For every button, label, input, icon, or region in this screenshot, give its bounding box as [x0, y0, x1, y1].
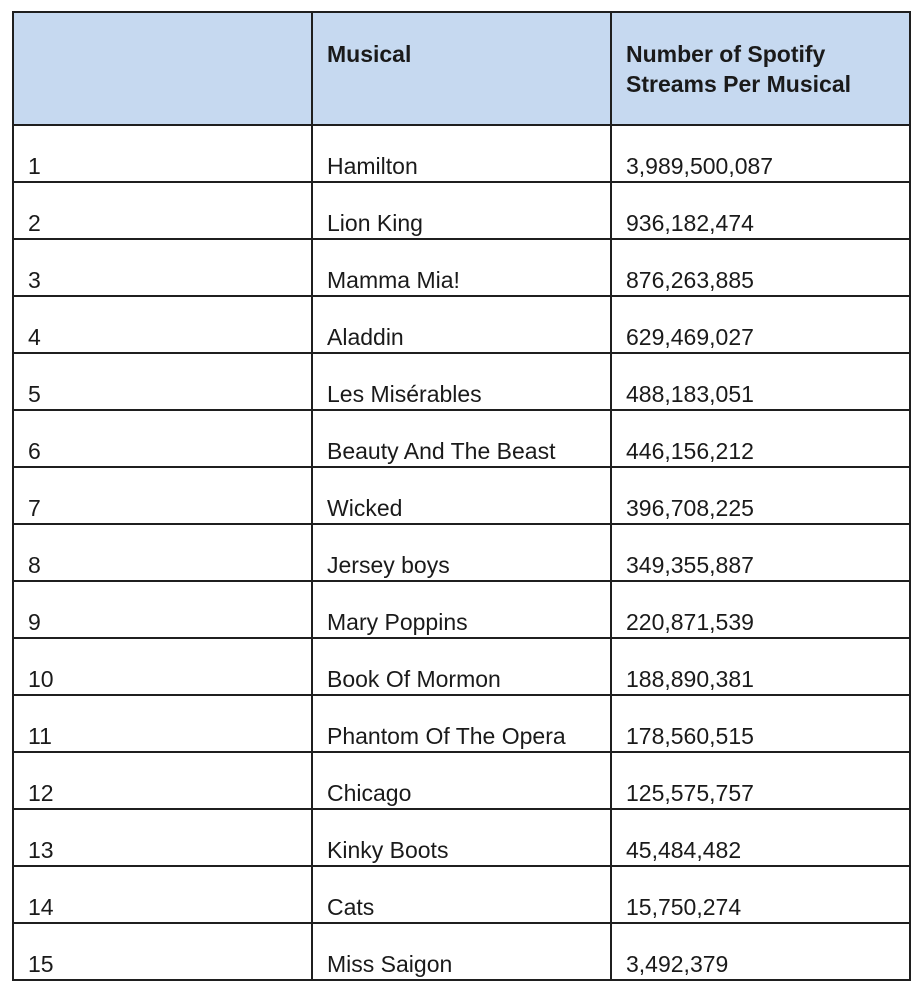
rank-cell: 12: [13, 752, 312, 809]
rank-cell: 5: [13, 353, 312, 410]
streams-cell: 220,871,539: [611, 581, 910, 638]
rank-cell: 10: [13, 638, 312, 695]
rank-cell: 11: [13, 695, 312, 752]
musical-cell: Phantom Of The Opera: [312, 695, 611, 752]
table-row: [13, 923, 910, 980]
table-row: [13, 524, 910, 581]
table-row: [13, 410, 910, 467]
header-row: [13, 12, 910, 125]
streams-cell: 3,989,500,087: [611, 125, 910, 182]
table-row: [13, 866, 910, 923]
table-row: [13, 296, 910, 353]
table-row: [13, 182, 910, 239]
streams-cell: 125,575,757: [611, 752, 910, 809]
table-row: [13, 353, 910, 410]
musical-cell: Wicked: [312, 467, 611, 524]
streams-cell: 629,469,027: [611, 296, 910, 353]
musical-cell: Cats: [312, 866, 611, 923]
rank-cell: 6: [13, 410, 312, 467]
rank-cell: 8: [13, 524, 312, 581]
table-row: [13, 752, 910, 809]
streams-cell: 349,355,887: [611, 524, 910, 581]
header-rank: [13, 12, 312, 125]
table-row: [13, 581, 910, 638]
streams-cell: 45,484,482: [611, 809, 910, 866]
table-row: [13, 239, 910, 296]
rank-cell: 13: [13, 809, 312, 866]
musical-cell: Mamma Mia!: [312, 239, 611, 296]
streams-cell: 876,263,885: [611, 239, 910, 296]
streams-cell: 15,750,274: [611, 866, 910, 923]
musical-cell: Miss Saigon: [312, 923, 611, 980]
table-row: [13, 638, 910, 695]
table-body: [13, 125, 910, 980]
table-row: [13, 467, 910, 524]
musical-cell: Beauty And The Beast: [312, 410, 611, 467]
musical-cell: Book Of Mormon: [312, 638, 611, 695]
musical-cell: Mary Poppins: [312, 581, 611, 638]
streams-table: [12, 11, 911, 981]
musical-cell: Aladdin: [312, 296, 611, 353]
rank-cell: 7: [13, 467, 312, 524]
musical-cell: Jersey boys: [312, 524, 611, 581]
header-musical: Musical: [312, 12, 611, 125]
table-row: [13, 809, 910, 866]
streams-cell: 488,183,051: [611, 353, 910, 410]
rank-cell: 2: [13, 182, 312, 239]
table-row: [13, 695, 910, 752]
musical-cell: Les Misérables: [312, 353, 611, 410]
streams-cell: 188,890,381: [611, 638, 910, 695]
streams-cell: 446,156,212: [611, 410, 910, 467]
header-streams: Number of Spotify Streams Per Musical: [611, 12, 910, 125]
rank-cell: 14: [13, 866, 312, 923]
streams-cell: 178,560,515: [611, 695, 910, 752]
rank-cell: 15: [13, 923, 312, 980]
streams-cell: 3,492,379: [611, 923, 910, 980]
table-row: [13, 125, 910, 182]
rank-cell: 3: [13, 239, 312, 296]
streams-cell: 396,708,225: [611, 467, 910, 524]
rank-cell: 4: [13, 296, 312, 353]
rank-cell: 9: [13, 581, 312, 638]
streams-cell: 936,182,474: [611, 182, 910, 239]
rank-cell: 1: [13, 125, 312, 182]
musical-cell: Hamilton: [312, 125, 611, 182]
musical-cell: Kinky Boots: [312, 809, 611, 866]
musical-cell: Chicago: [312, 752, 611, 809]
musical-cell: Lion King: [312, 182, 611, 239]
